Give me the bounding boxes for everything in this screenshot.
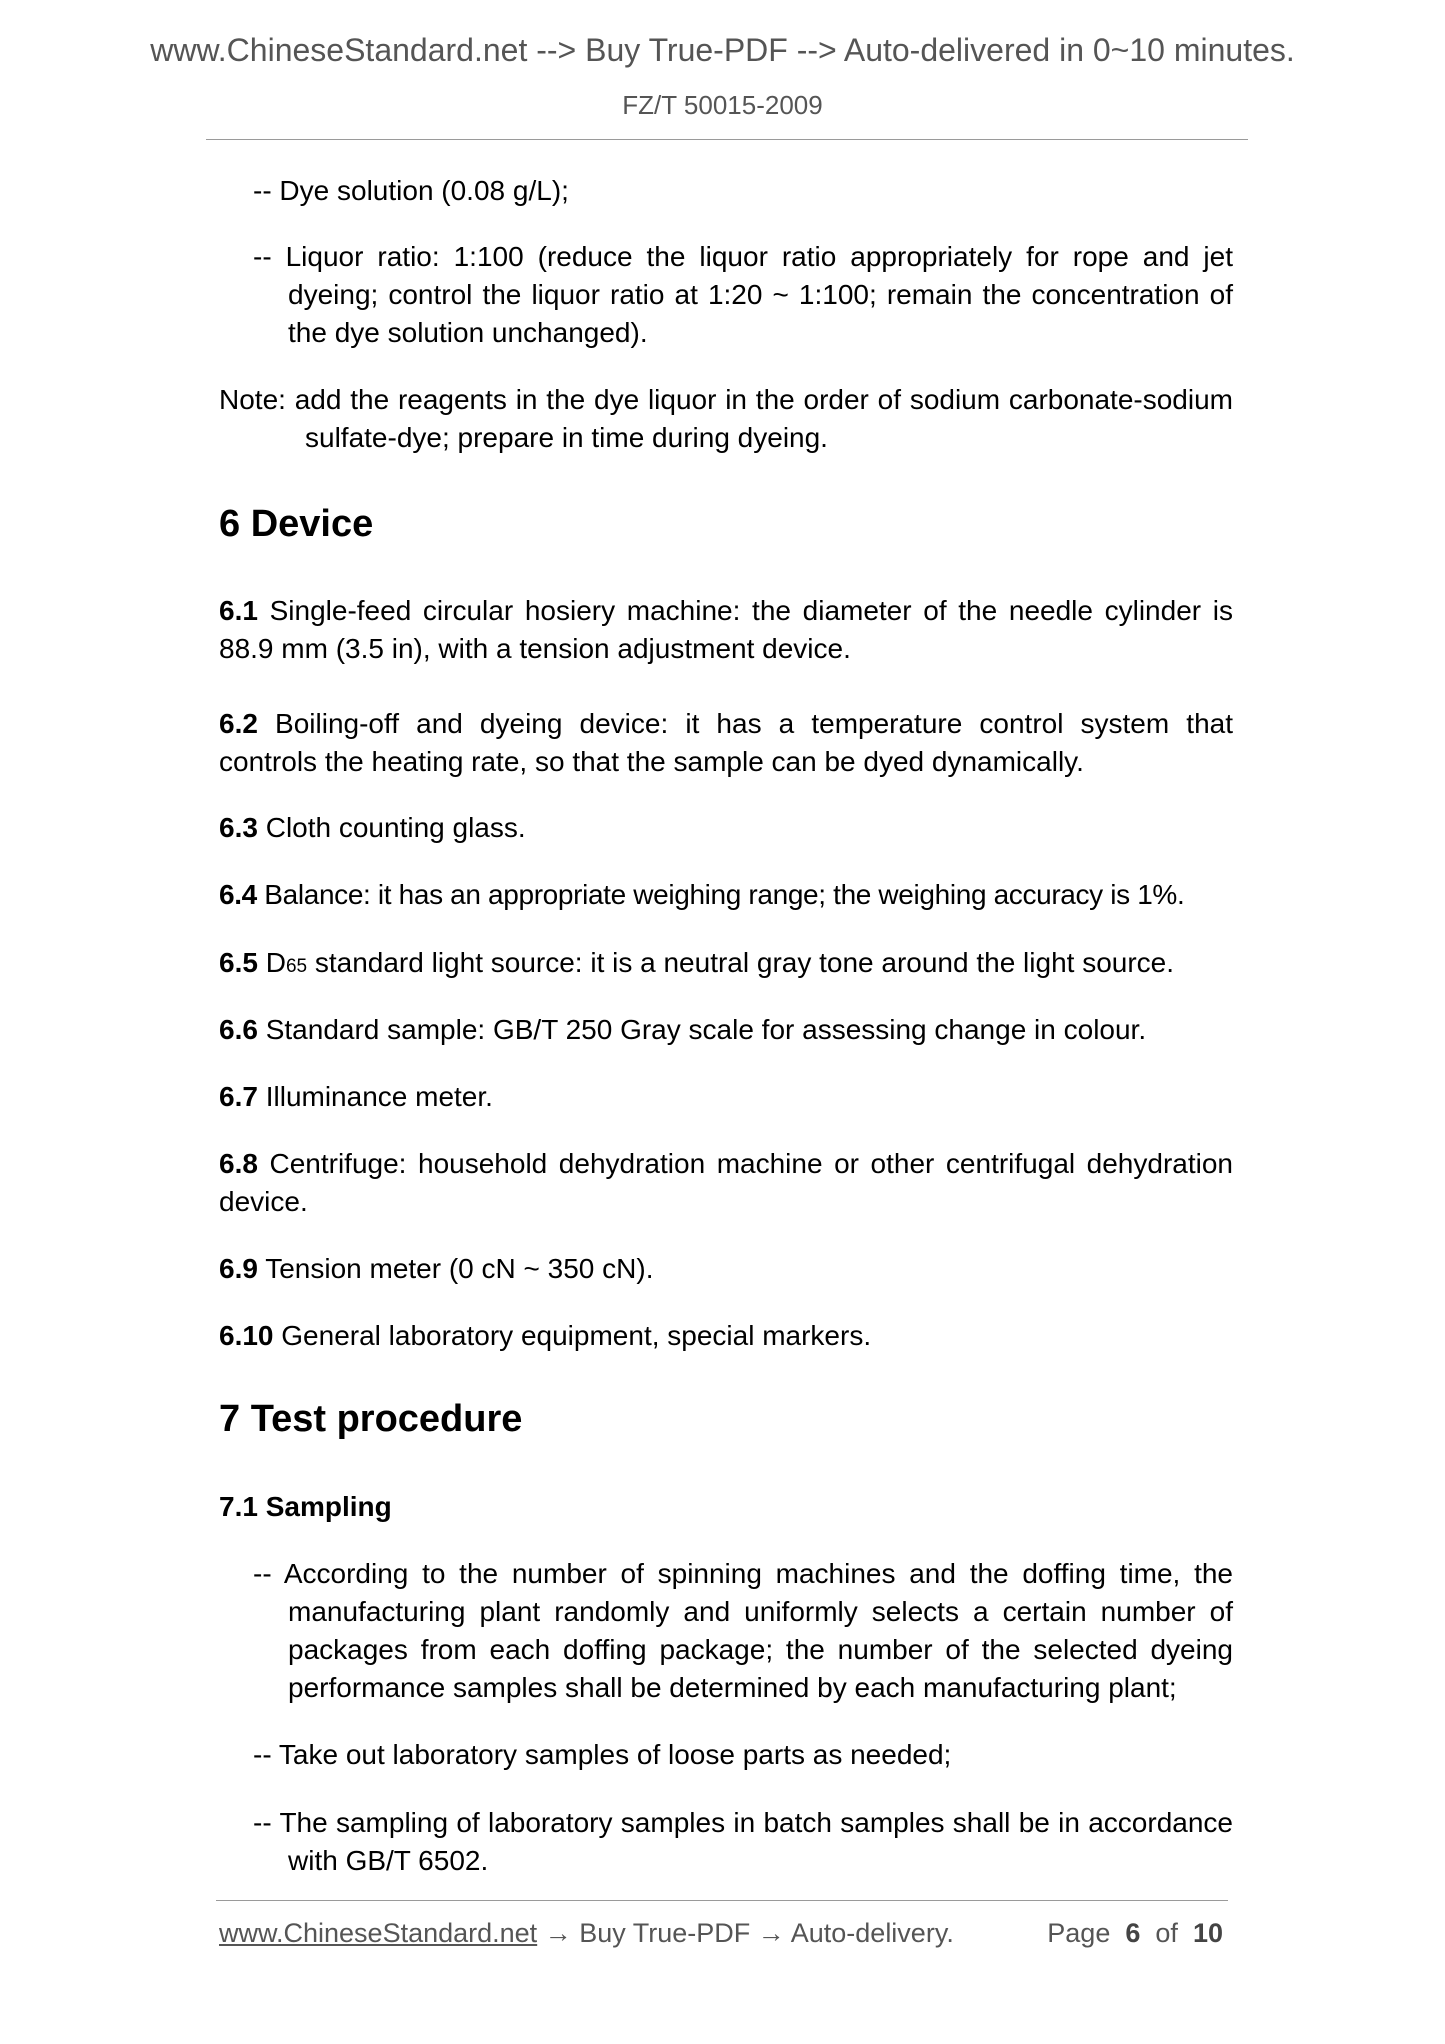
footer-promo (219, 1918, 954, 1949)
clause-number: 6.3 (219, 812, 258, 843)
clause-6-9 (219, 1250, 1233, 1288)
clause-6-5 (219, 944, 1233, 986)
clause-text: Boiling-off and dyeing device: it has a temperature control system that controls the heating rate, so that the sample can be dyed dynamically. (219, 708, 1233, 777)
subscript-65: 65 (285, 956, 308, 977)
section-heading-test-procedure: 7 Test procedure (219, 1398, 523, 1440)
header-banner: www.ChineseStandard.net --> Buy True-PDF --> Auto-delivered in 0~10 minutes. (150, 32, 1295, 68)
clause-number: 6.6 (219, 1014, 258, 1045)
clause-number: 6.5 (219, 947, 258, 978)
clause-number: 6.8 (219, 1148, 258, 1179)
page-total: 10 (1192, 1918, 1223, 1948)
list-item-liquor-ratio: -- Liquor ratio: 1:100 (reduce the liquor ratio appropriately for rope and jet dyeing; control the liquor ratio at 1:20 ~ 1:100; remain the concentration of the dye solution unchanged). (253, 241, 1233, 348)
clause-text: standard light source: it is a neutral gray tone around the light source. (307, 947, 1175, 978)
section-heading-device: 6 Device (219, 503, 374, 545)
note-paragraph: Note: add the reagents in the dye liquor in the order of sodium carbonate-sodium sulfate-dye; prepare in time during dyeing. (219, 384, 1233, 453)
clause-text: Single-feed circular hosiery machine: the diameter of the needle cylinder is 88.9 mm (3.5 in), with a tension adjustment device. (219, 595, 1233, 664)
clause-number: 6.1 (219, 595, 258, 626)
footer-divider (216, 1900, 1228, 1901)
clause-text: Balance: it has an appropriate weighing range; the weighing accuracy is 1%. (256, 879, 1185, 910)
clause-text: Cloth counting glass. (257, 812, 526, 843)
clause-number: 6.2 (219, 708, 258, 739)
clause-6-8 (219, 1145, 1233, 1221)
clause-6-2 (219, 705, 1233, 781)
clause-6-6 (219, 1011, 1233, 1049)
page-indicator (1047, 1918, 1223, 1949)
page-number: 6 (1125, 1918, 1141, 1948)
clause-6-3 (219, 809, 1233, 847)
clause-6-7 (219, 1078, 1233, 1116)
header-divider (206, 139, 1248, 140)
clause-text: General laboratory equipment, special markers. (273, 1320, 872, 1351)
document-code: FZ/T 50015-2009 (622, 90, 823, 120)
clause-text: Tension meter (0 cN ~ 350 cN). (257, 1253, 654, 1284)
clause-text: Centrifuge: household dehydration machine or other centrifugal dehydration device. (219, 1148, 1233, 1217)
footer-link[interactable]: www.ChineseStandard.net (219, 1918, 538, 1948)
clause-6-10 (219, 1317, 1233, 1355)
clause-text: Standard sample: GB/T 250 Gray scale for assessing change in colour. (257, 1014, 1147, 1045)
clause-number: 6.9 (219, 1253, 258, 1284)
clause-number: 6.10 (219, 1320, 274, 1351)
of-label: of (1155, 1918, 1178, 1948)
clause-number: 6.4 (219, 879, 257, 910)
clause-text-prefix: D (257, 947, 286, 978)
page-label: Page (1047, 1918, 1111, 1948)
clause-number: 6.7 (219, 1081, 258, 1112)
footer-tail: → Buy True-PDF → Auto-delivery. (537, 1918, 954, 1948)
list-item-dye-solution: -- Dye solution (0.08 g/L); (253, 175, 569, 206)
clause-6-1 (219, 592, 1233, 668)
clause-text: Illuminance meter. (257, 1081, 493, 1112)
list-item-sampling-2: -- Take out laboratory samples of loose parts as needed; (253, 1739, 952, 1770)
list-item-sampling-1: -- According to the number of spinning machines and the doffing time, the manufacturing plant randomly and uniformly selects a certain number of packages from each doffing package; the number of the selected dyeing performance samples shall be determined by each manufacturing plant; (253, 1558, 1233, 1703)
clause-6-4 (219, 876, 1233, 914)
list-item-sampling-3: -- The sampling of laboratory samples in batch samples shall be in accordance with GB/T 6502. (253, 1807, 1233, 1876)
subsection-heading-sampling: 7.1 Sampling (219, 1491, 392, 1522)
